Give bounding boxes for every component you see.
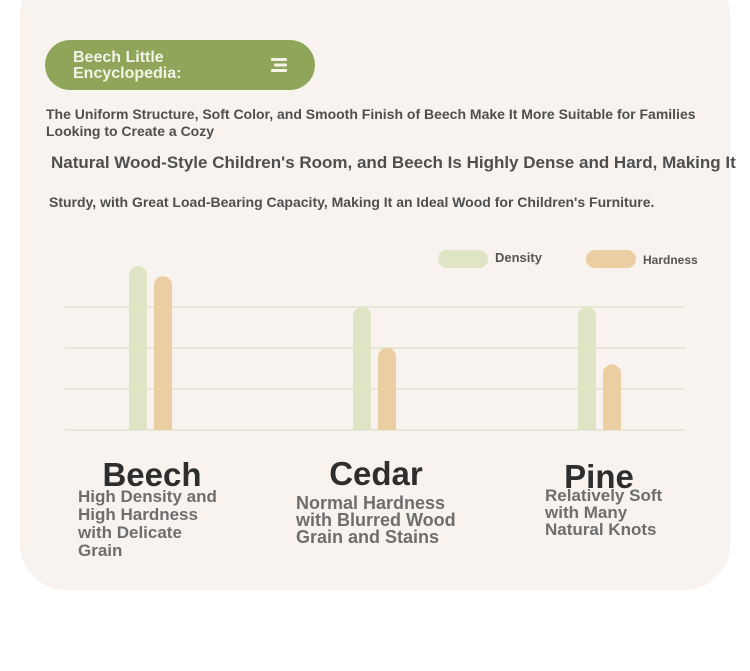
intro-line-3: Sturdy, with Great Load-Bearing Capacity, Making It an Ideal Wood for Children's Furniture. [49, 194, 655, 210]
bar-cedar-density [353, 307, 371, 430]
category-desc-cedar: Normal Hardness with Blurred Wood Grain and Stains [296, 493, 456, 547]
bar-beech-density [129, 266, 147, 430]
bar-beech-hardness [154, 276, 172, 430]
category-desc-beech: High Density and High Hardness with Delicate Grain [78, 487, 217, 560]
badge-title: Beech Little Encyclopedia: [73, 49, 182, 82]
legend-label-density: Density [495, 250, 542, 265]
bar-cedar-hardness [378, 348, 396, 430]
intro-line-1: The Uniform Structure, Soft Color, and Smooth Finish of Beech Make It More Suitable for Families Looking to Create a Cozy [46, 106, 696, 139]
bar-pine-density [578, 307, 596, 430]
legend-label-hardness: Hardness [643, 253, 698, 267]
category-name-cedar: Cedar [329, 455, 423, 492]
intro-line-2: Natural Wood-Style Children's Room, and Beech Is Highly Dense and Hard, Making It [51, 153, 736, 172]
category-name-pine: Pine [564, 458, 634, 495]
bar-pine-hardness [603, 364, 621, 430]
category-desc-pine: Relatively Soft with Many Natural Knots [545, 486, 663, 539]
category-name-beech: Beech [102, 456, 202, 493]
